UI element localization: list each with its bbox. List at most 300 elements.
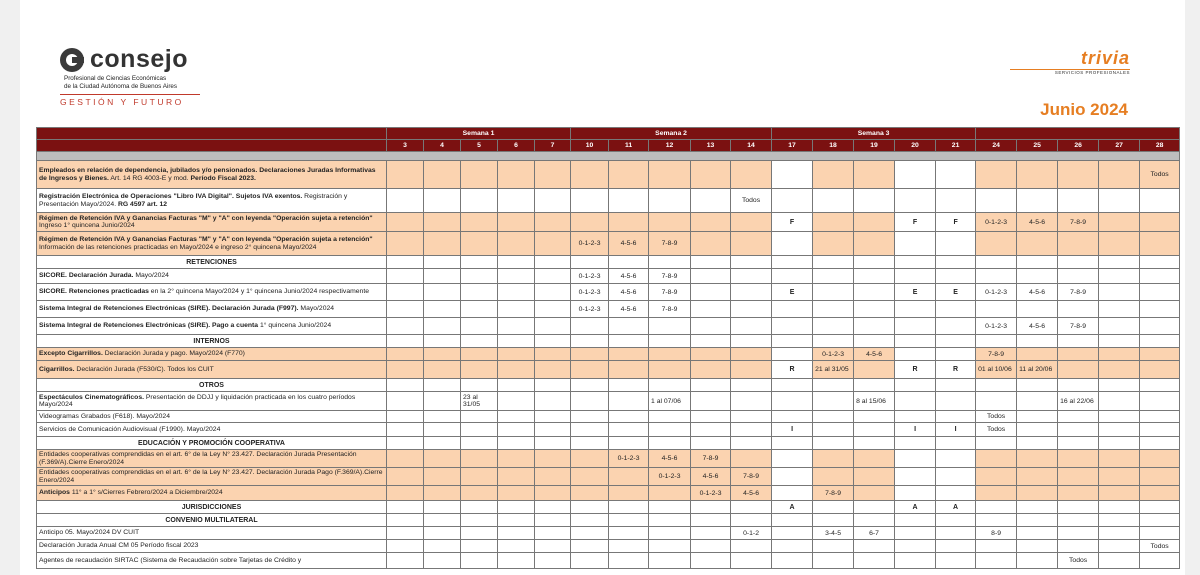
day-cell: [976, 553, 1017, 569]
day-cell: 7-8-9: [649, 301, 691, 318]
section-label: CONVENIO MULTILATERAL: [37, 514, 387, 527]
day-cell: Todos: [976, 423, 1017, 437]
page-title: Junio 2024: [1040, 100, 1128, 119]
day-cell: [498, 361, 535, 379]
day-cell: [976, 514, 1017, 527]
day-cell: [1058, 161, 1099, 189]
day-cell: [1140, 468, 1180, 486]
day-cell: [1017, 514, 1058, 527]
day-cell: [535, 213, 571, 232]
day-cell: [976, 437, 1017, 450]
day-cell: [609, 213, 649, 232]
day-cell: [691, 553, 731, 569]
day-cell: [1140, 348, 1180, 361]
day-cell: [571, 450, 609, 468]
day-cell: [609, 540, 649, 553]
section-label: INTERNOS: [37, 335, 387, 348]
holiday-cell: [895, 161, 936, 189]
day-cell: [387, 423, 424, 437]
day-cell: [1099, 318, 1140, 335]
day-cell: [813, 501, 854, 514]
row-description: Sistema Integral de Retenciones Electrónicas (SIRE). Pago a cuenta 1° quincena Junio/2024: [37, 318, 387, 335]
day-cell: [387, 540, 424, 553]
day-cell: 4-5-6: [609, 232, 649, 256]
day-cell: [609, 189, 649, 213]
day-header-cell: 27: [1099, 140, 1140, 152]
day-cell: [571, 468, 609, 486]
day-cell: [1099, 189, 1140, 213]
day-cell: [854, 213, 895, 232]
day-cell: [691, 514, 731, 527]
day-cell: [813, 392, 854, 411]
day-cell: [691, 540, 731, 553]
day-cell: [498, 379, 535, 392]
day-header-row: [37, 140, 1180, 152]
holiday-cell: [936, 189, 976, 213]
day-cell: [571, 540, 609, 553]
holiday-cell: [772, 540, 813, 553]
day-cell: [813, 284, 854, 301]
day-cell: [1140, 411, 1180, 423]
day-cell: [1140, 256, 1180, 269]
day-header-cell: 12: [649, 140, 691, 152]
holiday-cell: [936, 335, 976, 348]
day-cell: [1058, 514, 1099, 527]
day-cell: [461, 161, 498, 189]
holiday-cell: [895, 486, 936, 501]
day-cell: 6-7: [854, 527, 895, 540]
day-cell: [649, 423, 691, 437]
table-row: [37, 486, 1180, 501]
day-cell: [387, 553, 424, 569]
day-header-cell: 11: [609, 140, 649, 152]
day-header-cell: 28: [1140, 140, 1180, 152]
holiday-cell: R: [895, 361, 936, 379]
day-cell: [609, 348, 649, 361]
day-cell: [649, 540, 691, 553]
table-row: [37, 423, 1180, 437]
holiday-cell: [936, 256, 976, 269]
day-cell: [535, 189, 571, 213]
day-cell: [571, 161, 609, 189]
day-cell: [424, 301, 461, 318]
day-cell: [498, 411, 535, 423]
day-cell: [461, 468, 498, 486]
day-cell: [1099, 284, 1140, 301]
day-cell: [1140, 437, 1180, 450]
day-cell: 7-8-9: [691, 450, 731, 468]
day-header-cell: 21: [936, 140, 976, 152]
day-cell: [461, 423, 498, 437]
day-cell: [387, 335, 424, 348]
day-cell: [691, 269, 731, 284]
day-cell: [1017, 232, 1058, 256]
day-cell: [461, 318, 498, 335]
day-cell: [691, 501, 731, 514]
day-cell: [571, 527, 609, 540]
day-cell: [387, 232, 424, 256]
holiday-cell: [895, 514, 936, 527]
day-cell: [1140, 379, 1180, 392]
day-cell: [691, 189, 731, 213]
day-cell: [1058, 269, 1099, 284]
separator-cell: [37, 152, 1180, 161]
day-cell: [609, 392, 649, 411]
holiday-cell: [936, 348, 976, 361]
day-cell: [976, 269, 1017, 284]
day-cell: [609, 527, 649, 540]
day-cell: [424, 269, 461, 284]
day-cell: [649, 161, 691, 189]
holiday-cell: [772, 450, 813, 468]
day-cell: [854, 318, 895, 335]
day-cell: [461, 501, 498, 514]
table-row: [37, 232, 1180, 256]
week-header-cell: Semana 1: [387, 128, 571, 140]
day-cell: Todos: [1140, 540, 1180, 553]
week-header-cell: [976, 128, 1180, 140]
day-cell: 23 al 31/05: [461, 392, 498, 411]
day-cell: [854, 189, 895, 213]
row-description: Entidades cooperativas comprendidas en el art. 6° de la Ley N° 23.427. Declaración Jurada Pago (F.369/A).Cierre Enero/2024: [37, 468, 387, 486]
day-cell: 4-5-6: [854, 348, 895, 361]
day-cell: [1017, 486, 1058, 501]
section-label: JURISDICCIONES: [37, 501, 387, 514]
day-cell: [1099, 423, 1140, 437]
holiday-cell: A: [772, 501, 813, 514]
day-cell: [571, 486, 609, 501]
holiday-cell: [772, 232, 813, 256]
day-cell: 0-1-2-3: [813, 348, 854, 361]
row-description: Declaración Jurada Anual CM 05 Período fiscal 2023: [37, 540, 387, 553]
holiday-cell: [772, 189, 813, 213]
day-cell: [731, 423, 772, 437]
holiday-cell: [895, 318, 936, 335]
day-cell: [498, 348, 535, 361]
day-header-cell: 7: [535, 140, 571, 152]
holiday-cell: [936, 269, 976, 284]
day-cell: [976, 450, 1017, 468]
day-cell: [571, 335, 609, 348]
day-cell: [1017, 553, 1058, 569]
day-cell: [1058, 450, 1099, 468]
day-cell: [1099, 527, 1140, 540]
day-cell: [609, 379, 649, 392]
day-cell: [1099, 335, 1140, 348]
holiday-cell: [936, 379, 976, 392]
day-cell: [1017, 161, 1058, 189]
day-cell: [649, 361, 691, 379]
section-row: [37, 379, 1180, 392]
day-cell: [691, 161, 731, 189]
holiday-cell: [772, 411, 813, 423]
holiday-cell: [895, 269, 936, 284]
holiday-cell: [936, 318, 976, 335]
holiday-cell: [772, 527, 813, 540]
day-cell: Todos: [1058, 553, 1099, 569]
day-cell: [535, 514, 571, 527]
holiday-cell: F: [936, 213, 976, 232]
day-cell: [387, 284, 424, 301]
day-cell: [813, 468, 854, 486]
section-row: [37, 437, 1180, 450]
row-description: Espectáculos Cinematográficos. Presentación de DDJJ y liquidación practicada en los cuatro períodos Mayo/2024: [37, 392, 387, 411]
day-cell: [1058, 486, 1099, 501]
day-header-cell: 3: [387, 140, 424, 152]
day-cell: [387, 189, 424, 213]
holiday-cell: R: [772, 361, 813, 379]
day-cell: [535, 335, 571, 348]
day-cell: [461, 213, 498, 232]
day-cell: [1140, 553, 1180, 569]
holiday-cell: [772, 318, 813, 335]
holiday-cell: [936, 301, 976, 318]
day-cell: [813, 161, 854, 189]
day-cell: [976, 392, 1017, 411]
day-cell: [1058, 189, 1099, 213]
row-description: Agentes de recaudación SIRTAC (Sistema de Recaudación sobre Tarjetas de Crédito y: [37, 553, 387, 569]
day-cell: [535, 284, 571, 301]
day-cell: [571, 348, 609, 361]
day-cell: [649, 213, 691, 232]
day-cell: [609, 256, 649, 269]
day-cell: [1140, 189, 1180, 213]
day-cell: 4-5-6: [1017, 318, 1058, 335]
holiday-cell: [936, 553, 976, 569]
holiday-cell: F: [895, 213, 936, 232]
day-cell: [1140, 450, 1180, 468]
week-header-cell: Semana 2: [571, 128, 772, 140]
holiday-cell: [772, 161, 813, 189]
day-cell: [1099, 269, 1140, 284]
day-header-blank: [37, 140, 387, 152]
day-cell: [1099, 540, 1140, 553]
day-cell: [498, 423, 535, 437]
day-cell: [535, 450, 571, 468]
day-cell: [461, 437, 498, 450]
day-cell: [387, 468, 424, 486]
day-cell: [1099, 486, 1140, 501]
day-cell: 7-8-9: [649, 232, 691, 256]
row-description: Anticipo 05. Mayo/2024 DV CUIT: [37, 527, 387, 540]
day-cell: [498, 501, 535, 514]
section-label: RETENCIONES: [37, 256, 387, 269]
day-cell: [424, 450, 461, 468]
day-cell: [731, 232, 772, 256]
day-cell: [731, 161, 772, 189]
holiday-cell: [772, 392, 813, 411]
holiday-cell: [936, 161, 976, 189]
day-cell: [424, 514, 461, 527]
day-cell: 4-5-6: [1017, 284, 1058, 301]
day-cell: [535, 392, 571, 411]
day-cell: [1058, 348, 1099, 361]
day-cell: [1017, 437, 1058, 450]
day-cell: 4-5-6: [609, 284, 649, 301]
day-cell: [1140, 527, 1180, 540]
day-cell: [976, 189, 1017, 213]
day-cell: [813, 411, 854, 423]
day-cell: [691, 335, 731, 348]
day-header-cell: 13: [691, 140, 731, 152]
day-cell: [535, 269, 571, 284]
day-cell: 0-1-2-3: [609, 450, 649, 468]
day-cell: 4-5-6: [609, 301, 649, 318]
holiday-cell: [895, 301, 936, 318]
day-cell: [387, 256, 424, 269]
day-cell: [609, 361, 649, 379]
day-cell: [691, 348, 731, 361]
holiday-cell: [895, 437, 936, 450]
day-cell: [1140, 269, 1180, 284]
day-cell: [976, 501, 1017, 514]
day-cell: [976, 540, 1017, 553]
day-cell: [498, 189, 535, 213]
day-cell: [813, 256, 854, 269]
day-cell: [498, 553, 535, 569]
holiday-cell: [936, 514, 976, 527]
day-cell: [387, 318, 424, 335]
day-cell: 8-9: [976, 527, 1017, 540]
day-cell: [1099, 161, 1140, 189]
day-cell: [649, 437, 691, 450]
day-header-cell: 18: [813, 140, 854, 152]
day-cell: [387, 450, 424, 468]
day-cell: [731, 514, 772, 527]
day-header-cell: 19: [854, 140, 895, 152]
day-header-cell: 14: [731, 140, 772, 152]
row-description: Servicios de Comunicación Audiovisual (F1990). Mayo/2024: [37, 423, 387, 437]
day-cell: [1058, 468, 1099, 486]
day-cell: [813, 301, 854, 318]
day-cell: [461, 379, 498, 392]
day-cell: [498, 284, 535, 301]
week-header-cell: Semana 3: [772, 128, 976, 140]
day-cell: [1017, 501, 1058, 514]
day-cell: [1058, 411, 1099, 423]
day-cell: [1017, 379, 1058, 392]
day-cell: [1099, 437, 1140, 450]
day-cell: [1099, 450, 1140, 468]
day-cell: [424, 161, 461, 189]
day-cell: [571, 256, 609, 269]
day-cell: [813, 553, 854, 569]
day-cell: 7-8-9: [976, 348, 1017, 361]
holiday-cell: I: [895, 423, 936, 437]
table-row: [37, 284, 1180, 301]
day-cell: [1099, 348, 1140, 361]
day-cell: [424, 348, 461, 361]
row-description: Anticipos 11° a 1° s/Cierres Febrero/2024 a Diciembre/2024: [37, 486, 387, 501]
day-cell: [461, 361, 498, 379]
day-cell: [535, 301, 571, 318]
table-row: [37, 269, 1180, 284]
day-cell: [535, 437, 571, 450]
day-cell: [498, 392, 535, 411]
day-cell: [387, 161, 424, 189]
day-cell: [813, 269, 854, 284]
day-cell: [691, 423, 731, 437]
day-cell: [976, 161, 1017, 189]
day-cell: 7-8-9: [649, 269, 691, 284]
trivia-logo-name: trivia: [1080, 48, 1130, 68]
day-cell: [1017, 189, 1058, 213]
day-header-cell: 17: [772, 140, 813, 152]
holiday-cell: [772, 468, 813, 486]
holiday-cell: [936, 486, 976, 501]
table-row: [37, 318, 1180, 335]
day-cell: 21 al 31/05: [813, 361, 854, 379]
day-cell: [498, 232, 535, 256]
row-description: SICORE. Declaración Jurada. Mayo/2024: [37, 269, 387, 284]
section-label: OTROS: [37, 379, 387, 392]
consejo-logo-mark: [60, 48, 84, 72]
day-cell: [535, 161, 571, 189]
day-cell: [691, 379, 731, 392]
table-row: [37, 361, 1180, 379]
day-cell: [691, 437, 731, 450]
day-cell: [424, 411, 461, 423]
holiday-cell: E: [936, 284, 976, 301]
day-cell: [1140, 232, 1180, 256]
day-cell: [1058, 423, 1099, 437]
day-cell: [1058, 527, 1099, 540]
day-cell: 4-5-6: [609, 269, 649, 284]
row-description: Sistema Integral de Retenciones Electrónicas (SIRE). Declaración Jurada (F997). Mayo/2024: [37, 301, 387, 318]
day-cell: [1017, 450, 1058, 468]
day-cell: [498, 213, 535, 232]
day-cell: [535, 256, 571, 269]
day-cell: [1017, 348, 1058, 361]
day-cell: [1099, 501, 1140, 514]
day-cell: [976, 486, 1017, 501]
day-cell: [387, 527, 424, 540]
day-cell: [535, 468, 571, 486]
day-cell: [461, 256, 498, 269]
day-cell: [649, 379, 691, 392]
day-cell: [854, 301, 895, 318]
day-cell: 7-8-9: [1058, 284, 1099, 301]
day-cell: [571, 553, 609, 569]
day-cell: [649, 411, 691, 423]
day-cell: [1017, 335, 1058, 348]
consejo-logo: [60, 45, 225, 107]
day-cell: [854, 486, 895, 501]
day-cell: [691, 232, 731, 256]
day-cell: [691, 284, 731, 301]
day-cell: [571, 189, 609, 213]
day-cell: [1058, 540, 1099, 553]
day-cell: [498, 256, 535, 269]
day-cell: [854, 161, 895, 189]
day-cell: [854, 411, 895, 423]
day-cell: [498, 540, 535, 553]
day-cell: [1058, 379, 1099, 392]
holiday-cell: [895, 468, 936, 486]
day-cell: [731, 379, 772, 392]
holiday-cell: [772, 486, 813, 501]
holiday-cell: [772, 437, 813, 450]
holiday-cell: [895, 411, 936, 423]
day-cell: [813, 379, 854, 392]
holiday-cell: [895, 335, 936, 348]
day-cell: [731, 501, 772, 514]
day-cell: [1058, 361, 1099, 379]
day-cell: [854, 256, 895, 269]
day-cell: [498, 301, 535, 318]
day-cell: [424, 379, 461, 392]
day-cell: Todos: [976, 411, 1017, 423]
